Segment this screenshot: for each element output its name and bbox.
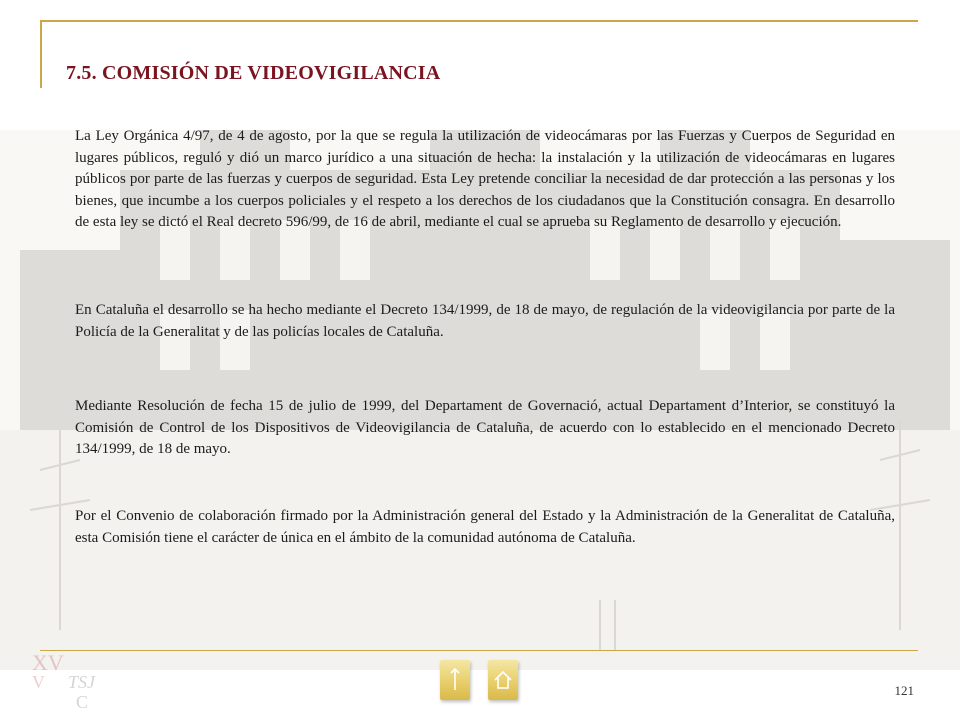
tsj-logo	[30, 648, 110, 712]
frame-left-rule	[40, 20, 42, 88]
svg-text:C: C	[76, 692, 89, 712]
paragraph-ley-organica: La Ley Orgánica 4/97, de 4 de agosto, por la que se regula la utilización de videocámaras por las Fuerzas y Cuerpos de Seguridad en lugares públicos, reguló y dió un marco jurídico a una situación de hecha: la instalación y la utilización de videocámaras en lugares públicos por parte de las fuerzas y cuerpos de seguridad. Esta Ley pretende conciliar la necesidad de dar protección a las personas y los bienes, que incumbe a los cuerpos policiales y el respeto a los derechos de los ciudadanos que la Constitución consagra. En desarrollo de esta ley se dictó el Real decreto 596/99, de 16 de abril, mediante el cual se aprueba su Reglamento de desarrollo y ejecución.	[75, 128, 895, 230]
page-up-icon	[445, 668, 465, 692]
svg-text:TSJ: TSJ	[68, 672, 95, 692]
page-up-button[interactable]	[440, 660, 470, 700]
home-icon	[493, 668, 513, 692]
page-number: 121	[894, 683, 914, 698]
paragraph-convenio: Por el Convenio de colaboración firmado por la Administración general del Estado y la Administración de la Generalitat de Cataluña, esta Comisión tiene el carácter de única en el ámbito de la comunidad autónoma de Cataluña.	[75, 508, 895, 546]
frame-bottom-rule	[40, 650, 918, 651]
page-title: 7.5. COMISIÓN DE VIDEOVIGILANCIA	[66, 62, 441, 84]
paragraph-cataluna-decreto: En Cataluña el desarrollo se ha hecho mediante el Decreto 134/1999, de 18 de mayo, de regulación de la videovigilancia por parte de la Policía de la Generalitat y de las policías locales de Cataluña.	[75, 302, 895, 340]
svg-text:V: V	[32, 672, 45, 692]
home-button[interactable]	[488, 660, 518, 700]
svg-text:XV: XV	[32, 650, 64, 675]
frame-top-rule	[40, 20, 918, 22]
paragraph-resolucion: Mediante Resolución de fecha 15 de julio de 1999, del Departament de Governació, actual Departament d’Interior, se constituyó la Comisión de Control de los Dispositivos de Videovigilancia de Cataluña, de acuerdo con lo establecido en el mencionado Decreto 134/1999, de 18 de mayo.	[75, 398, 895, 457]
